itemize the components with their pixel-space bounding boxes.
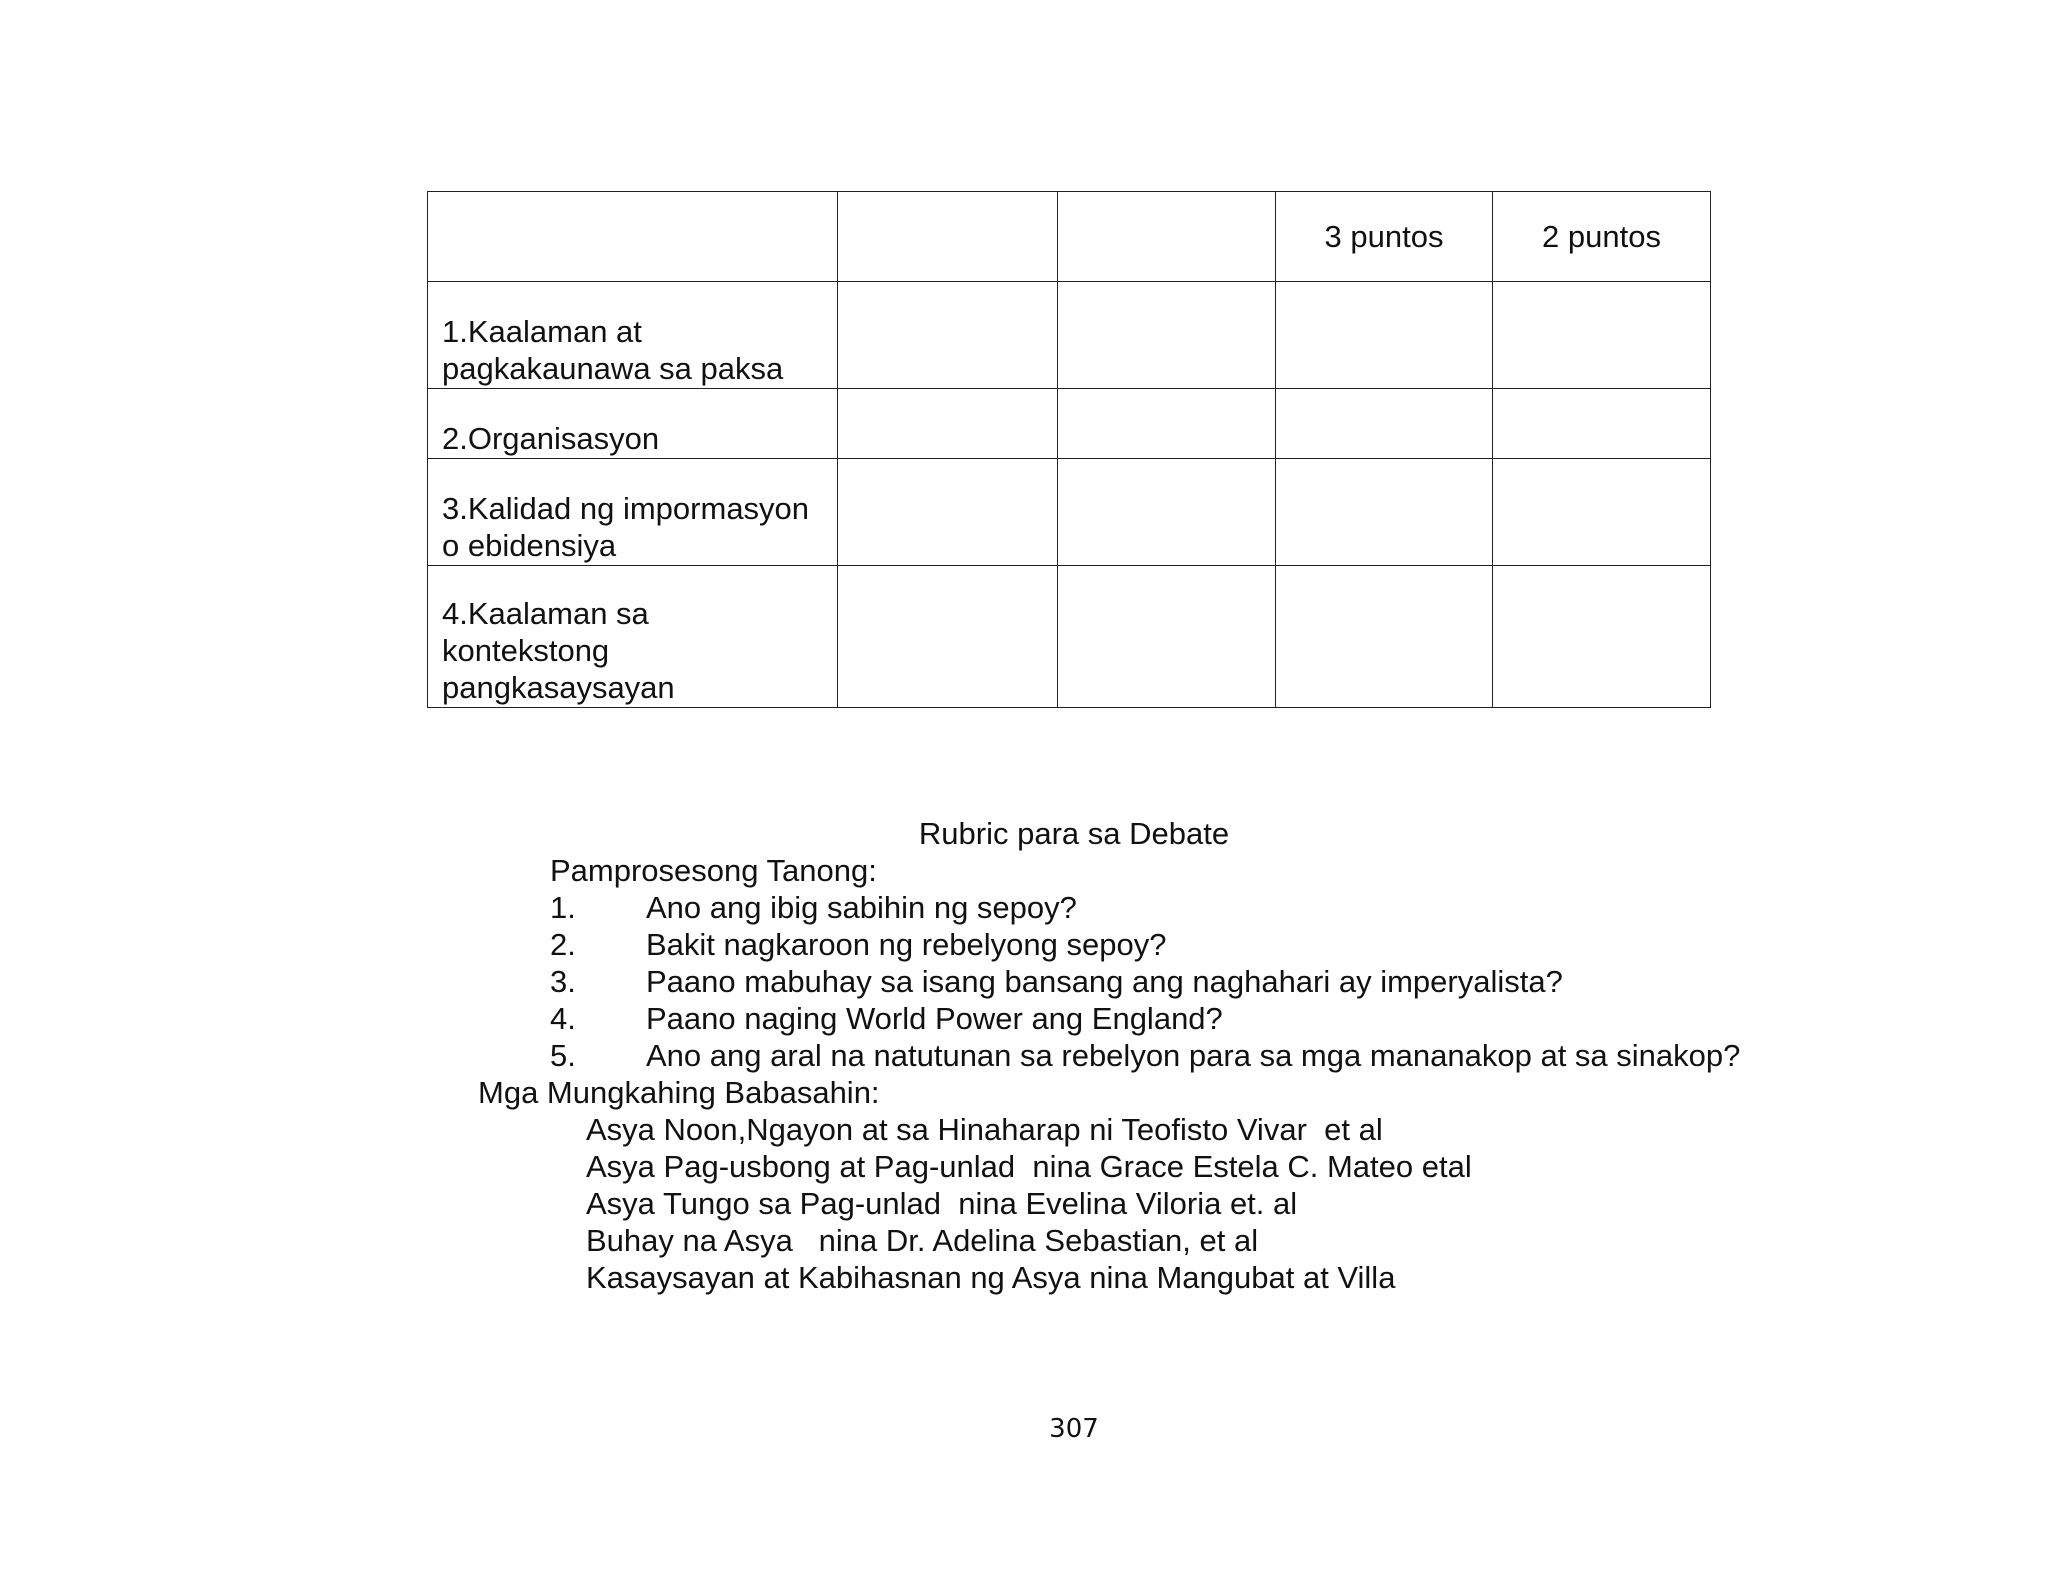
score-cell: [1058, 566, 1276, 708]
reading-item: Buhay na Asya nina Dr. Adelina Sebastian, et al: [586, 1223, 1259, 1258]
question-number: 4.: [550, 1001, 576, 1036]
questions-heading: Pamprosesong Tanong:: [550, 853, 877, 888]
readings-heading: Mga Mungkahing Babasahin:: [478, 1075, 880, 1110]
header-cell-3-puntos: 3 puntos: [1276, 192, 1493, 282]
score-cell: [1058, 282, 1276, 389]
rubric-table: [427, 191, 1711, 708]
header-cell-criteria: [428, 192, 838, 282]
criterion-cell: 4.Kaalaman sa kontekstong pangkasaysayan: [428, 566, 838, 708]
score-cell: [838, 459, 1058, 566]
score-cell: [1276, 566, 1493, 708]
score-cell: [1493, 282, 1711, 389]
table-row: [428, 459, 1711, 566]
score-cell: [838, 282, 1058, 389]
rubric-caption: Rubric para sa Debate: [918, 816, 1230, 851]
table-row: [428, 389, 1711, 459]
score-cell: [1276, 389, 1493, 459]
header-cell-2: [1058, 192, 1276, 282]
rubric-header-row: [428, 192, 1711, 282]
reading-item: Asya Pag-usbong at Pag-unlad nina Grace Estela C. Mateo etal: [586, 1149, 1472, 1184]
header-cell-2-puntos: 2 puntos: [1493, 192, 1711, 282]
table-row: [428, 282, 1711, 389]
reading-item: Kasaysayan at Kabihasnan ng Asya nina Mangubat at Villa: [586, 1260, 1396, 1295]
score-cell: [1276, 282, 1493, 389]
criterion-cell: 3.Kalidad ng impormasyon o ebidensiya: [428, 459, 838, 566]
criterion-cell: 1.Kaalaman at pagkakaunawa sa paksa: [428, 282, 838, 389]
question-text: Ano ang aral na natutunan sa rebelyon para sa mga mananakop at sa sinakop?: [646, 1038, 1741, 1073]
score-cell: [1493, 389, 1711, 459]
score-cell: [838, 389, 1058, 459]
page-number: 307: [1049, 1414, 1099, 1444]
reading-item: Asya Tungo sa Pag-unlad nina Evelina Viloria et. al: [586, 1186, 1298, 1221]
score-cell: [1493, 459, 1711, 566]
question-number: 1.: [550, 890, 576, 925]
question-text: Ano ang ibig sabihin ng sepoy?: [646, 890, 1077, 925]
header-cell-1: [838, 192, 1058, 282]
question-number: 3.: [550, 964, 576, 999]
question-number: 5.: [550, 1038, 576, 1073]
question-text: Paano mabuhay sa isang bansang ang naghahari ay imperyalista?: [646, 964, 1563, 999]
question-text: Paano naging World Power ang England?: [646, 1001, 1223, 1036]
score-cell: [1276, 459, 1493, 566]
score-cell: [1058, 459, 1276, 566]
score-cell: [838, 566, 1058, 708]
score-cell: [1493, 566, 1711, 708]
question-text: Bakit nagkaroon ng rebelyong sepoy?: [646, 927, 1167, 962]
score-cell: [1058, 389, 1276, 459]
reading-item: Asya Noon,Ngayon at sa Hinaharap ni Teofisto Vivar et al: [586, 1112, 1383, 1147]
table-row: [428, 566, 1711, 708]
question-number: 2.: [550, 927, 576, 962]
criterion-cell: 2.Organisasyon: [428, 389, 838, 459]
